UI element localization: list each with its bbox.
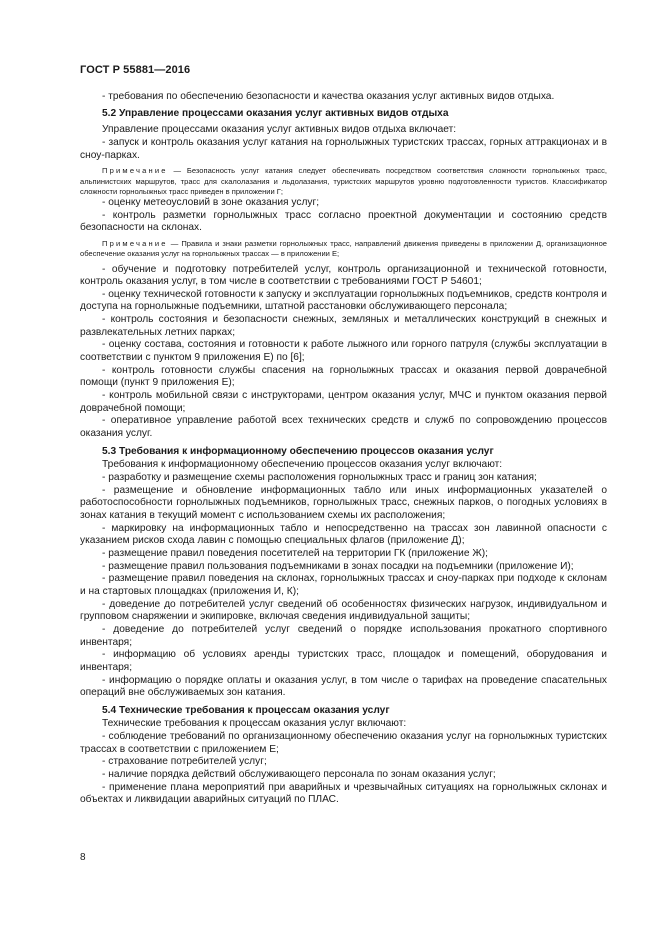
list-item: - размещение и обновление информационных табло или иных информационных указателей о работоспособности горнолыжных подъемников, горнолыжных трасс, снежных парков, о погодных условиях в зонах катания в текущий момент с использованием схемы их расположения;	[80, 484, 607, 521]
list-item: - оценку метеоусловий в зоне оказания услуг;	[102, 197, 320, 209]
list-item: - размещение правил поведения на склонах, горнолыжных трассах и сноу-парках при подходе к склонам и на стартовых площадках (приложения И, К);	[80, 573, 607, 597]
list-item: - доведение до потребителей услуг сведений об особенностях физических нагрузок, индивидуальном и групповом снаряжении и экипировке, включая сведения индивидуальной защиты;	[80, 598, 607, 623]
list-item: - маркировку на информационных табло и непосредственно на трассах зон лавинной опасности с указанием рисков схода лавин с помощью специальных флагов (приложение Д);	[80, 522, 607, 547]
paragraph: Управление процессами оказания услуг активных видов отдыха включает:	[102, 124, 457, 136]
list-item: - наличие порядка действий обслуживающего персонала по зонам оказания услуг;	[102, 769, 496, 781]
list-item: - применение плана мероприятий при аварийных и чрезвычайных ситуациях на горнолыжных склонах и объектах и ликвидации аварийных ситуаций по ПЛАС.	[80, 781, 607, 806]
list-item: - информацию о порядке оплаты и оказания услуг, в том числе о тарифах на проведение спасательных операций вне обслуживаемых зон катания.	[80, 674, 607, 699]
list-item: - доведение до потребителей услуг сведений о порядке использования прокатного спортивного инвентаря;	[80, 623, 607, 648]
note-text: — Безопасность услуг катания следует обеспечивать посредством соответствия сложности горнолыжных трасс, альпинистских маршрутов, трасс для скалолазания и льдолазания, туристских маршрутов уровню подготовленности туристов. Классификатор сложности горнолыжных трасс приведен в приложении Г;	[80, 166, 607, 196]
document-header: ГОСТ Р 55881—2016	[80, 64, 191, 76]
note	[80, 239, 607, 260]
list-item: - разработку и размещение схемы расположения горнолыжных трасс и границ зон катания;	[102, 472, 537, 483]
note-label: Примечание	[102, 239, 168, 248]
section-heading-5-4: 5.4 Технические требования к процессам оказания услуг	[102, 704, 390, 716]
document-body	[80, 91, 607, 807]
note-text: — Правила и знаки разметки горнолыжных трасс, направлений движения приведены в приложении Д, организационное обеспечение оказания услуг на горнолыжных трассах — в приложении Е;	[80, 239, 607, 259]
section-heading-5-2: 5.2 Управление процессами оказания услуг активных видов отдыха	[102, 107, 449, 119]
paragraph: Технические требования к процессам оказания услуг включают:	[102, 718, 407, 730]
list-item: - контроль разметки горнолыжных трасс согласно проектной документации и состоянию средств безопасности на склонах.	[80, 209, 607, 234]
note-label: Примечание	[102, 166, 168, 176]
list-item: - контроль мобильной связи с инструкторами, центром оказания услуг, МЧС и пунктом оказания первой доврачебной помощи;	[80, 390, 607, 414]
section-heading-5-3: 5.3 Требования к информационному обеспечению процессов оказания услуг	[102, 445, 494, 457]
list-item: - размещение правил поведения посетителей на территории ГК (приложение Ж);	[102, 547, 488, 559]
list-item: - оценку технической готовности к запуску и эксплуатации горнолыжных подъемников, средств контроля и доступа на горнолыжные подъемники, штатной расстановки обслуживающего персонала;	[80, 288, 607, 313]
paragraph: Требования к информационному обеспечению процессов оказания услуг включают:	[102, 459, 503, 471]
page-number: 8	[80, 852, 86, 863]
list-item: - информацию об условиях аренды туристских трасс, площадок и помещений, оборудования и инвентаря;	[80, 649, 607, 673]
list-item: - страхование потребителей услуг;	[102, 756, 267, 768]
list-item: - оценку состава, состояния и готовности к работе лыжного или горного патруля (службы эксплуатации в соответствии с пунктом 9 приложения Е) по [6];	[80, 339, 607, 364]
list-item: - контроль состояния и безопасности снежных, земляных и металлических конструкций в снежных и развлекательных летних парках;	[80, 314, 607, 338]
list-item: - оперативное управление работой всех технических средств и служб по сопровождению процессов оказания услуг.	[80, 415, 607, 440]
list-item: - обучение и подготовку потребителей услуг, контроль организационной и технической готовности, контроль оказания услуг, в том числе в соответствии с требованиями ГОСТ Р 54601;	[80, 263, 607, 288]
list-item: - требования по обеспечению безопасности и качества оказания услуг активных видов отдыха.	[102, 91, 555, 102]
list-item: - размещение правил пользования подъемниками в зонах посадки на подъемники (приложение И);	[102, 560, 574, 572]
list-item: - соблюдение требований по организационному обеспечению оказания услуг на горнолыжных туристских трассах в соответствии с приложением Е;	[80, 731, 607, 755]
note	[80, 166, 607, 197]
list-item: - запуск и контроль оказания услуг катания на горнолыжных туристских трассах, горных аттракционах и в сноу-парках.	[80, 136, 607, 161]
list-item: - контроль готовности службы спасения на горнолыжных трассах и оказания первой доврачебной помощи (пункт 9 приложения Е);	[80, 364, 607, 389]
